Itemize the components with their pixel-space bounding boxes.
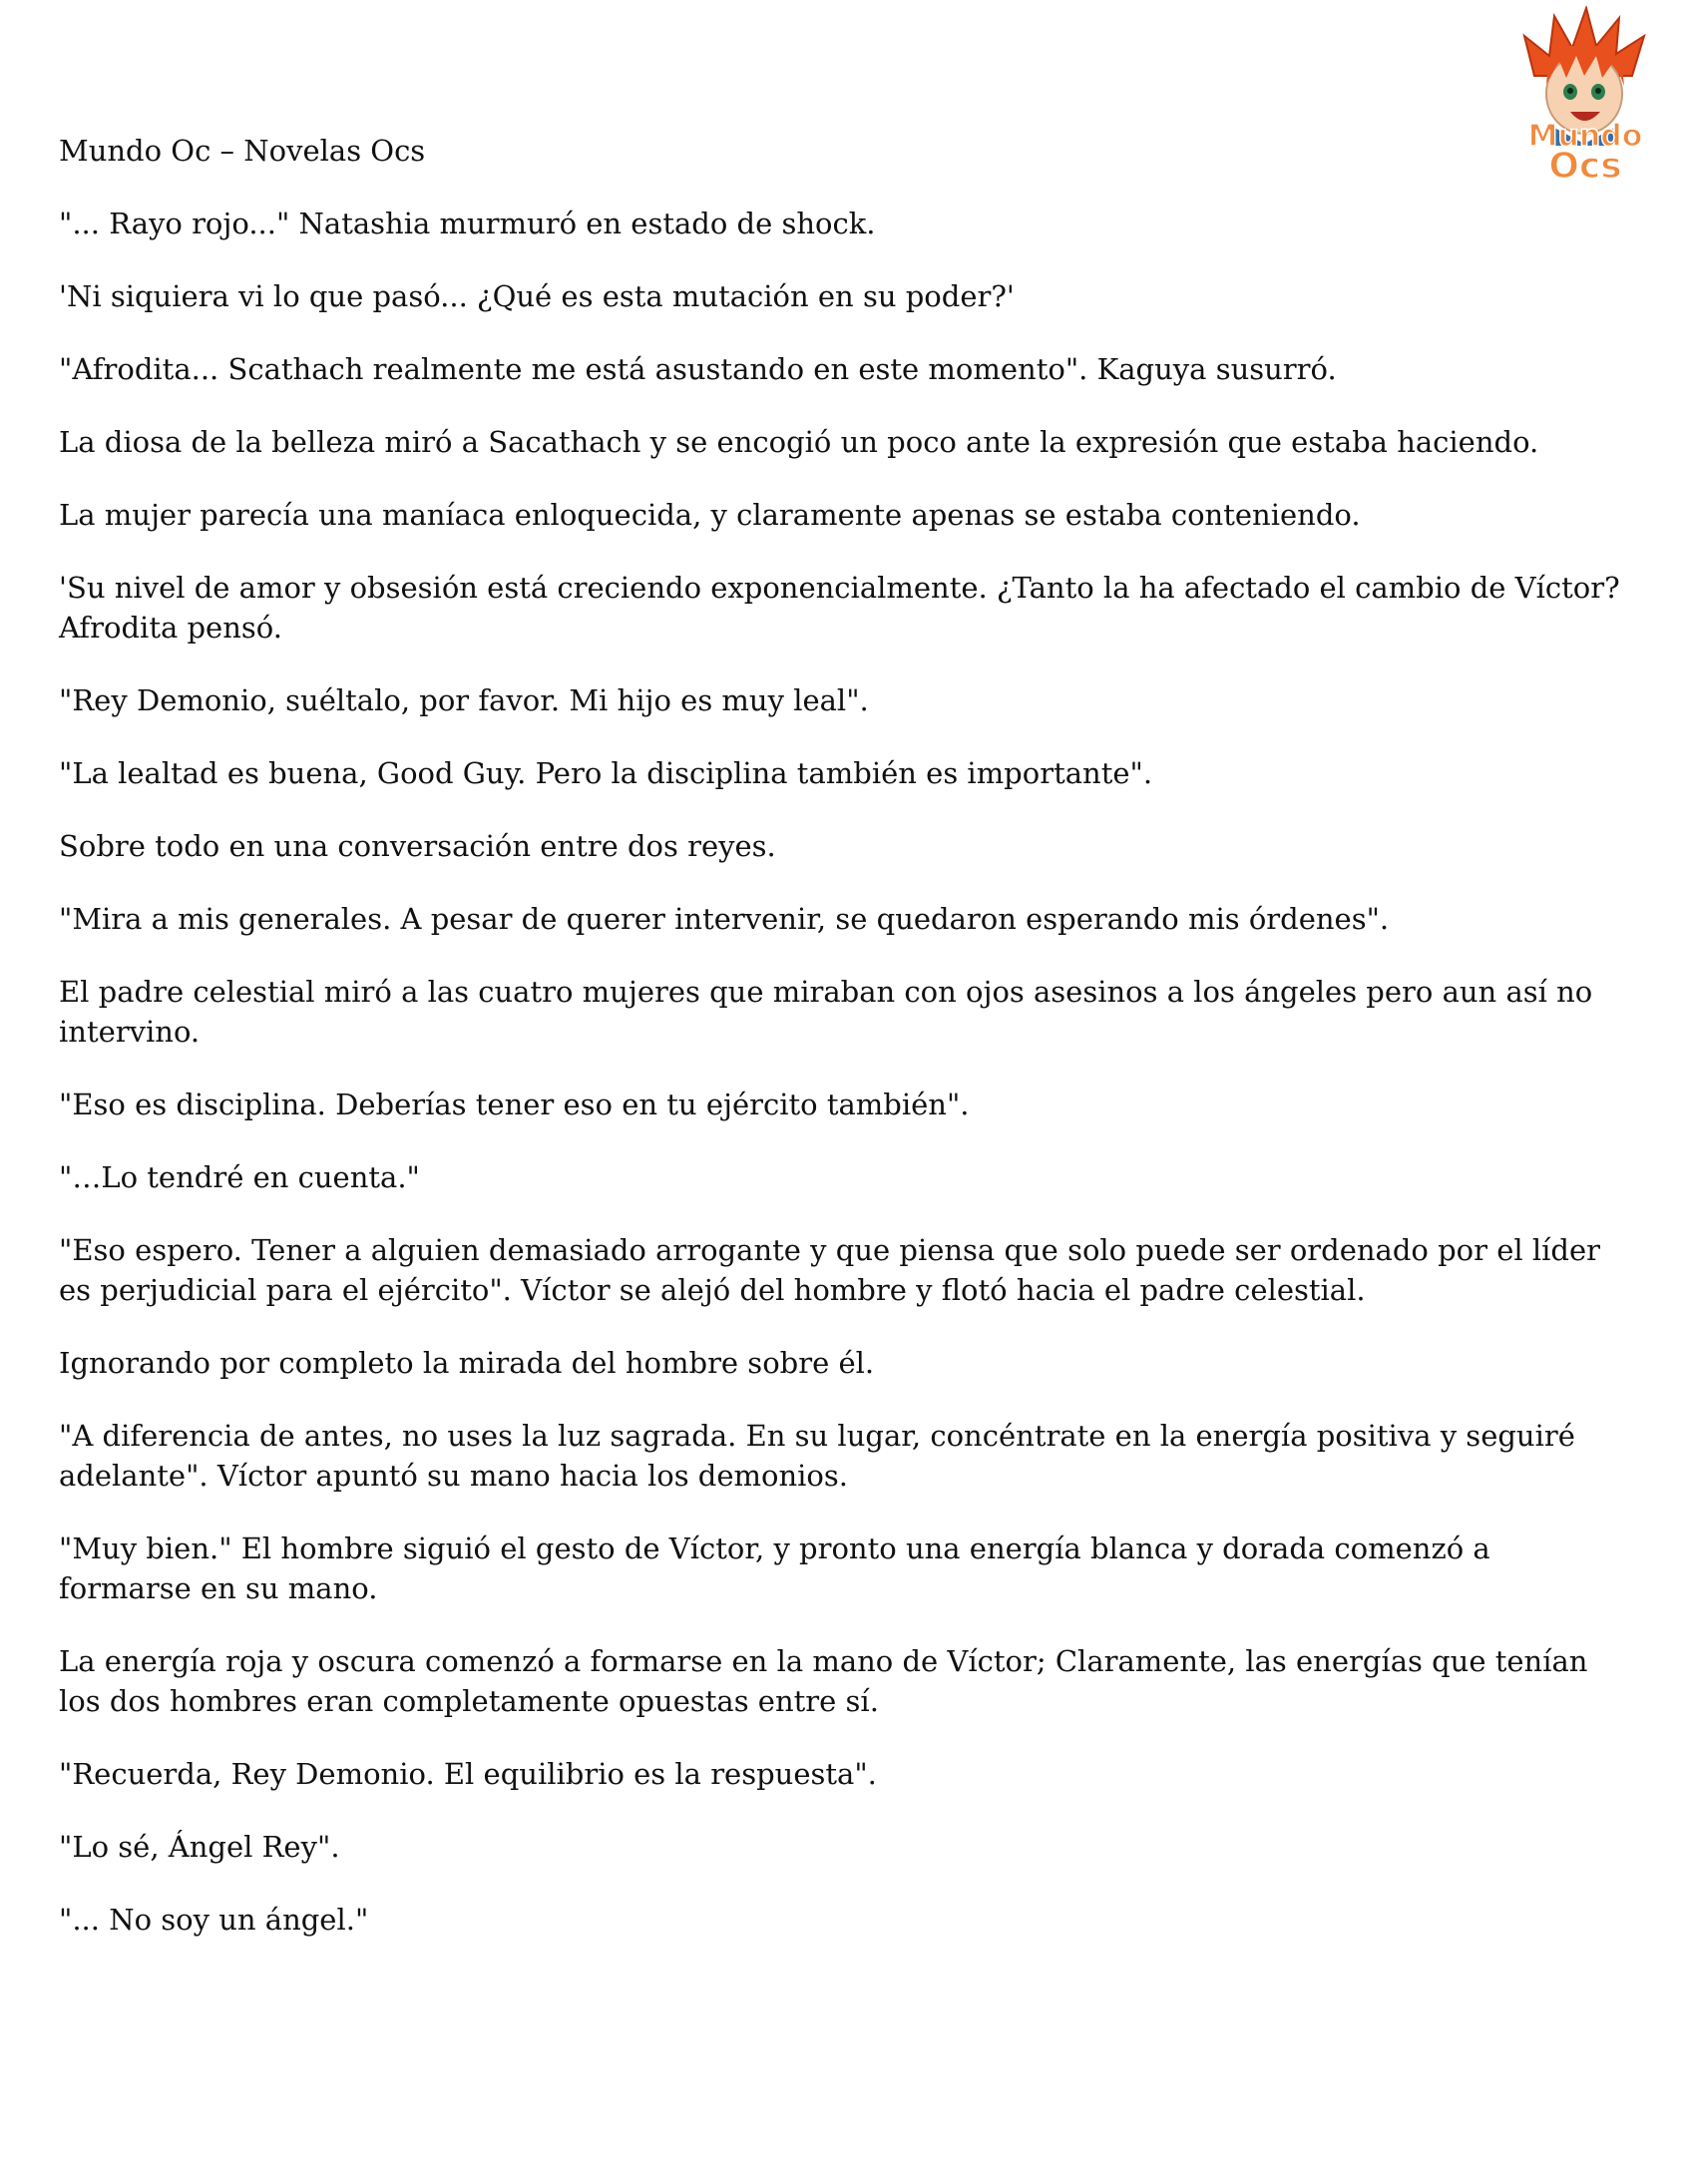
paragraph: "... No soy un ángel." <box>59 1903 369 1937</box>
paragraph: La energía roja y oscura comenzó a formarse en la mano de Víctor; Claramente, las energías que tenían los dos hombres eran completamente opuestas entre sí. <box>59 1644 1588 1718</box>
paragraph: Sobre todo en una conversación entre dos reyes. <box>59 829 776 863</box>
document-header: Mundo Oc – Novelas Ocs <box>59 134 426 168</box>
paragraph: "Lo sé, Ángel Rey". <box>59 1830 340 1864</box>
paragraph: La mujer parecía una maníaca enloquecida, y claramente apenas se estaba conteniendo. <box>59 498 1361 532</box>
paragraph: "La lealtad es buena, Good Guy. Pero la disciplina también es importante". <box>59 756 1153 790</box>
paragraph: "A diferencia de antes, no uses la luz sagrada. En su lugar, concéntrate en la energía positiva y seguiré adelante". Víctor apuntó su mano hacia los demonios. <box>59 1419 1575 1493</box>
paragraph: "Afrodita... Scathach realmente me está asustando en este momento". Kaguya susurró. <box>59 352 1337 386</box>
paragraph: 'Su nivel de amor y obsesión está creciendo exponencialmente. ¿Tanto la ha afectado el cambio de Víctor? Afrodita pensó. <box>59 571 1620 645</box>
paragraph: "Mira a mis generales. A pesar de querer intervenir, se quedaron esperando mis órdenes". <box>59 902 1390 936</box>
document-body <box>59 131 1630 1972</box>
paragraph: "Rey Demonio, suéltalo, por favor. Mi hijo es muy leal". <box>59 683 869 717</box>
paragraph: 'Ni siquiera vi lo que pasó... ¿Qué es esta mutación en su poder?' <box>59 279 1015 313</box>
paragraph: "Eso espero. Tener a alguien demasiado arrogante y que piensa que solo puede ser ordenado por el líder es perjudicial para el ejército". Víctor se alejó del hombre y flotó hacia el padre celestial. <box>59 1233 1600 1307</box>
paragraph: "Eso es disciplina. Deberías tener eso en tu ejército también". <box>59 1088 970 1121</box>
paragraph: "Muy bien." El hombre siguió el gesto de Víctor, y pronto una energía blanca y dorada comenzó a formarse en su mano. <box>59 1531 1490 1605</box>
paragraph: "... Rayo rojo..." Natashia murmuró en estado de shock. <box>59 207 876 240</box>
paragraph: "…Lo tendré en cuenta." <box>59 1160 420 1194</box>
paragraph: Ignorando por completo la mirada del hombre sobre él. <box>59 1346 875 1380</box>
paragraph: La diosa de la belleza miró a Sacathach y se encogió un poco ante la expresión que estaba haciendo. <box>59 425 1539 459</box>
paragraph: El padre celestial miró a las cuatro mujeres que miraban con ojos asesinos a los ángeles pero aun así no intervino. <box>59 975 1593 1049</box>
svg-text:Ocs: Ocs <box>1548 146 1622 186</box>
svg-text:Mundo: Mundo <box>1527 119 1643 154</box>
paragraph: "Recuerda, Rey Demonio. El equilibrio es la respuesta". <box>59 1757 877 1791</box>
